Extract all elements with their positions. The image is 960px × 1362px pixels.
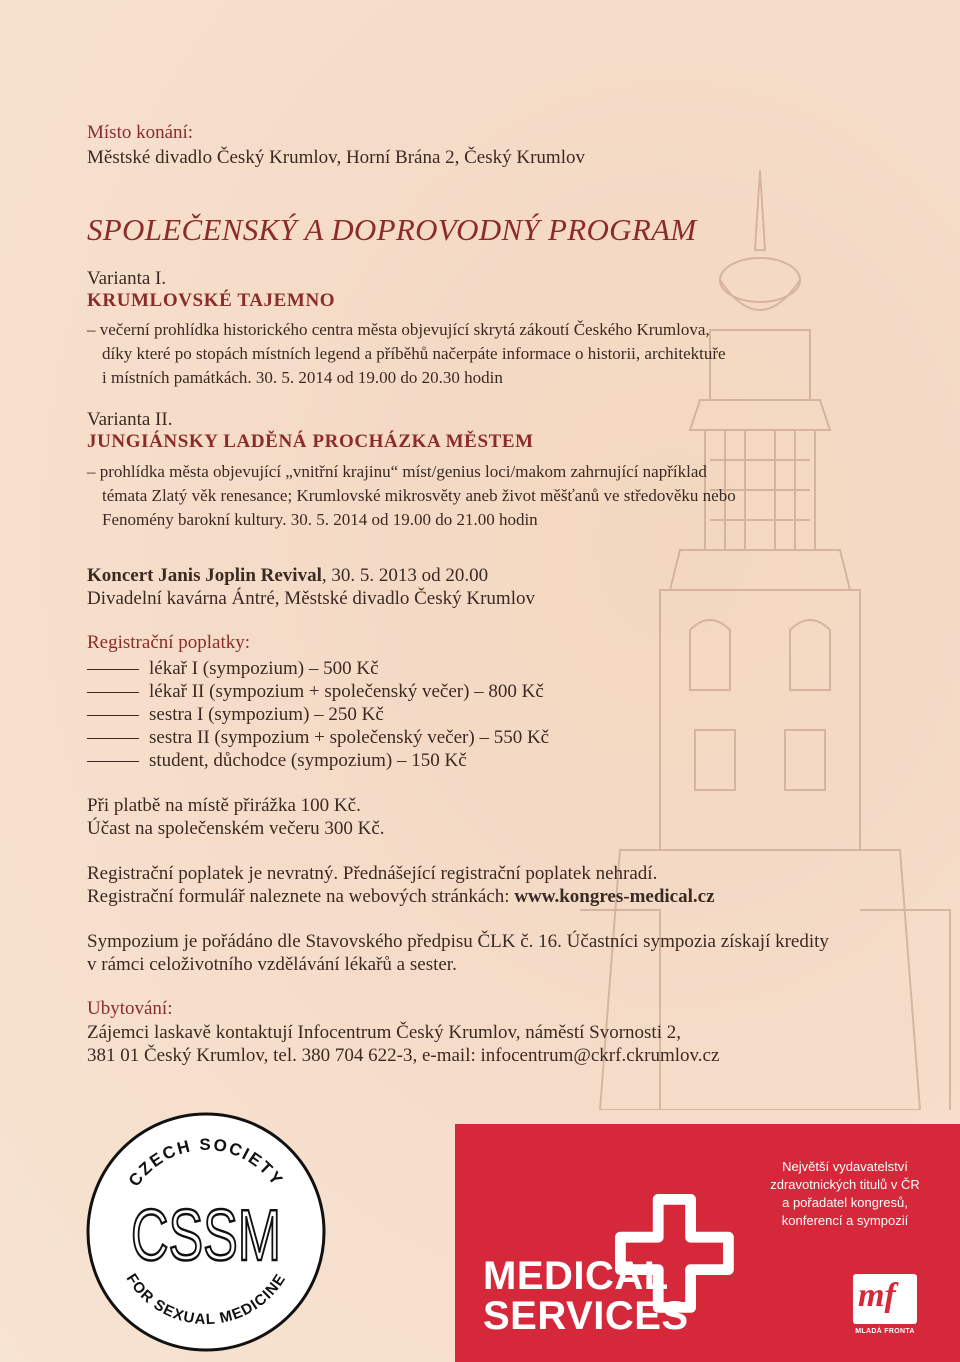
- cssm-center-text: CSSM: [131, 1196, 281, 1276]
- fee-item: sestra II (sympozium + společenský večer) – 550 Kč: [87, 726, 549, 749]
- fee-item: lékař II (sympozium + společenský večer) – 800 Kč: [87, 680, 544, 703]
- cssm-bottom-text: FOR SEXUAL MEDICINE: [122, 1270, 290, 1329]
- concert-place: Divadelní kavárna Ántré, Městské divadlo Český Krumlov: [87, 588, 535, 609]
- medical-services-panel: [455, 1124, 960, 1362]
- surcharge-text: Při platbě na místě přirážka 100 Kč.: [87, 795, 361, 816]
- medical-services-brand: [483, 1256, 689, 1336]
- fees-label: Registrační poplatky:: [87, 632, 251, 653]
- variant1-label: Varianta I.: [87, 268, 167, 289]
- fee-item: lékař I (sympozium) – 500 Kč: [87, 657, 379, 680]
- concert-line: [87, 564, 488, 588]
- dinner-text: Účast na společenském večeru 300 Kč.: [87, 818, 385, 839]
- brand-line2: SERVICES: [483, 1294, 689, 1338]
- accommodation-line2: 381 01 Český Krumlov, tel. 380 704 622-3, e-mail: infocentrum@ckrf.ckrumlov.cz: [87, 1045, 720, 1066]
- variant2-line1: – prohlídka města objevující „vnitřní krajinu“ míst/genius loci/makom zahrnující například: [87, 462, 707, 481]
- castle-tower-illustration: [560, 130, 960, 1110]
- program-title: SPOLEČENSKÝ A DOPROVODNÝ PROGRAM: [87, 212, 697, 247]
- venue-label: Místo konání:: [87, 122, 194, 143]
- concert-date: , 30. 5. 2013 od 20.00: [321, 565, 489, 586]
- mf-name: MLADÁ FRONTA: [855, 1328, 915, 1335]
- credits-line2: v rámci celoživotního vzdělávání lékařů a sester.: [87, 954, 457, 975]
- cssm-logo: [84, 1110, 328, 1354]
- variant1-line1: – večerní prohlídka historického centra města objevující skrytá zákoutí Českého Krumlova,: [87, 320, 710, 339]
- accommodation-label: Ubytování:: [87, 998, 173, 1019]
- fee-item: student, důchodce (sympozium) – 150 Kč: [87, 749, 467, 772]
- website-link[interactable]: www.kongres-medical.cz: [514, 886, 715, 907]
- venue-text: Městské divadlo Český Krumlov, Horní Brána 2, Český Krumlov: [87, 147, 585, 168]
- cssm-top-text: CZECH SOCIETY: [124, 1134, 288, 1191]
- mf-mark: mf: [858, 1277, 896, 1314]
- variant2-line3: Fenomény barokní kultury. 30. 5. 2014 od 19.00 do 21.00 hodin: [102, 510, 538, 529]
- variant2-label: Varianta II.: [87, 409, 173, 430]
- fee-item: sestra I (sympozium) – 250 Kč: [87, 703, 384, 726]
- variant1-line2: díky které po stopách místních legend a příběhů načerpáte informace o historii, architektuře: [102, 344, 726, 363]
- registration-note: Registrační formulář naleznete na webových stránkách: www.kongres-medical.cz: [87, 886, 715, 907]
- publisher-tagline: Největší vydavatelství zdravotnických titulů v ČR a pořadatel kongresů, konferencí a sympozií: [770, 1159, 920, 1228]
- variant1-title: KRUMLOVSKÉ TAJEMNO: [87, 290, 336, 311]
- accommodation-line1: Zájemci laskavě kontaktují Infocentrum Český Krumlov, náměstí Svornosti 2,: [87, 1022, 681, 1043]
- concert-name: Koncert Janis Joplin Revival: [87, 565, 322, 586]
- brand-line1: MEDICAL: [483, 1254, 669, 1298]
- variant1-line3: i místních památkách. 30. 5. 2014 od 19.00 do 20.30 hodin: [102, 368, 503, 387]
- refund-note: Registrační poplatek je nevratný. Přednášející registrační poplatek nehradí.: [87, 863, 658, 884]
- variant2-title: JUNGIÁNSKY LADĚNÁ PROCHÁZKA MĚSTEM: [87, 431, 534, 452]
- credits-line1: Sympozium je pořádáno dle Stavovského předpisu ČLK č. 16. Účastníci sympozia získají kredity: [87, 931, 829, 952]
- mlada-fronta-logo: [853, 1274, 917, 1340]
- variant2-line2: témata Zlatý věk renesance; Krumlovské mikrosvěty aneb život měšťanů ve středověku nebo: [102, 486, 736, 505]
